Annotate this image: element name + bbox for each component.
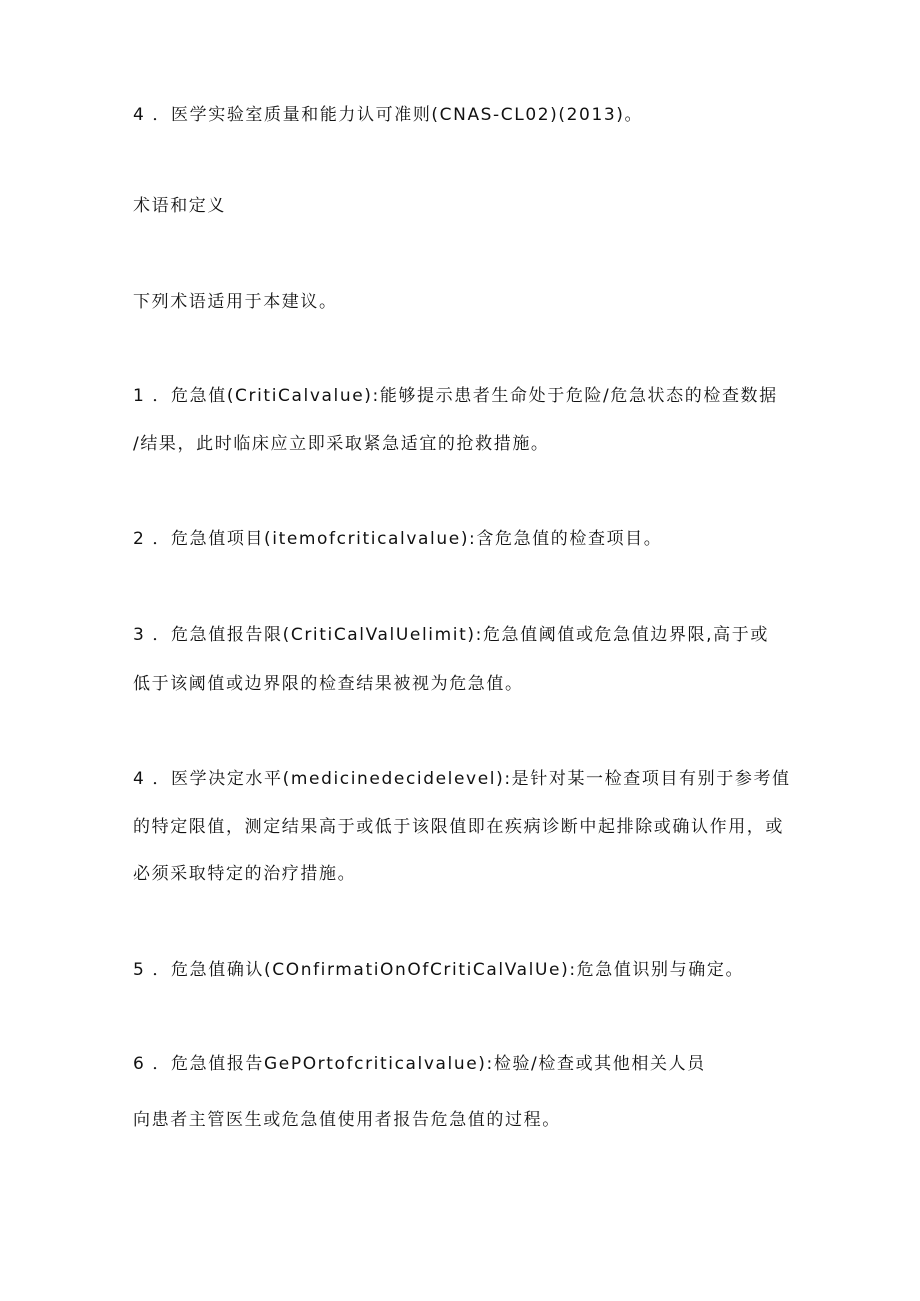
term-4-line-3: 必须采取特定的治疗措施。 [133, 864, 357, 884]
term-4-line-2: 的特定限值，测定结果高于或低于该限值即在疾病诊断中起排除或确认作用，或 [133, 817, 784, 837]
term-2-line-1: 2 ．危急值项目(itemofcriticalvalue):含危急值的检查项目。 [133, 529, 663, 549]
term-6-line-1: 6 ．危急值报告GePOrtofcriticalvalue):检验/检查或其他相关人员 [133, 1054, 706, 1074]
term-1-line-1: 1 ．危急值(CritiCalvalue):能够提示患者生命处于危险/危急状态的检查数据 [133, 386, 778, 406]
intro-paragraph: 下列术语适用于本建议。 [133, 292, 338, 312]
term-5-line-1: 5 ．危急值确认(COnfirmatiOnOfCritiCalValUe):危急值识别与确定。 [133, 960, 745, 980]
term-1-line-2: /结果，此时临床应立即采取紧急适宜的抢救措施。 [133, 434, 550, 454]
term-4-line-1: 4 ．医学决定水平(medicinedecidelevel):是针对某一检查项目有别于参考值 [133, 769, 791, 789]
term-3-line-2: 低于该阈值或边界限的检查结果被视为危急值。 [133, 674, 524, 694]
term-3-line-1: 3 ．危急值报告限(CritiCalValUelimit):危急值阈值或危急值边界限,高于或 [133, 625, 769, 645]
reference-item-4: 4 ．医学实验室质量和能力认可准则(CNAS-CL02)(2013)。 [133, 105, 644, 125]
section-heading: 术语和定义 [133, 196, 226, 216]
term-6-line-2: 向患者主管医生或危急值使用者报告危急值的过程。 [133, 1110, 561, 1130]
